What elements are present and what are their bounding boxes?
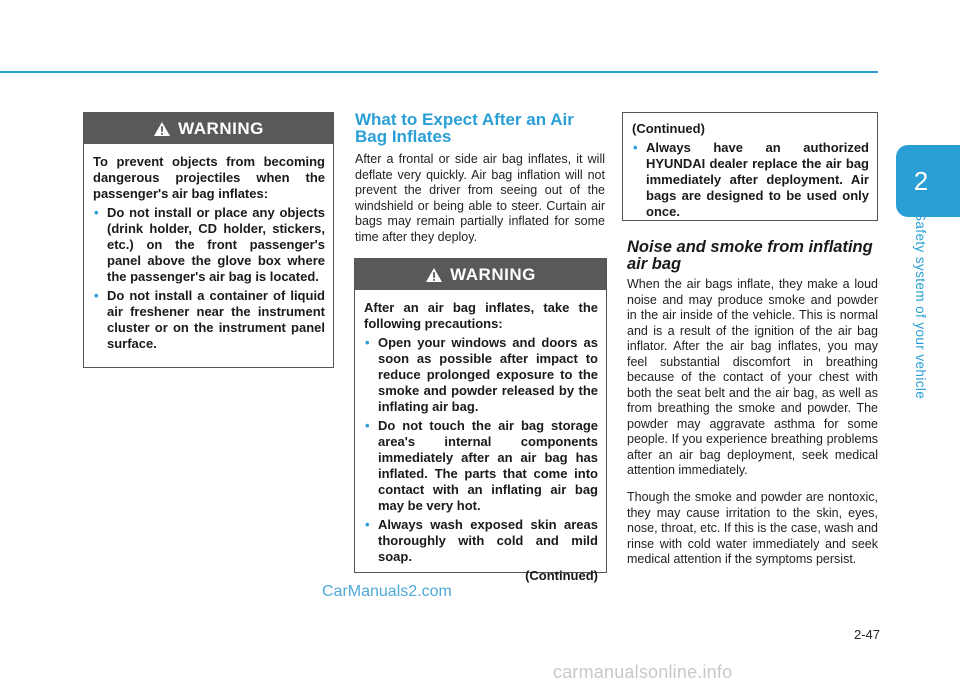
bullet-icon: • (94, 288, 99, 303)
section-paragraph-smoke-1: When the air bags inflate, they make a loud noise and may produce smoke and powder in the air inside of the vehicle. This is normal and is a result of the ignition of the air bag inflator. After the air bag inflates, you may feel substantial discomfort in breathing because of the contact of your chest with both the seat belt and the air bag, as well as from breathing the smoke and powder. The powder may aggravate asthma for some people. If you experience breathing problems after an air bag deployment, seek medical attention immediately. (627, 277, 878, 477)
warning-bullet: • Always have an authorized HYUNDAI dealer replace the air bag immediately after deployment. Air bags are designed to be used only once. (633, 140, 869, 219)
section-heading-expect: What to Expect After an Air Bag Inflates (355, 110, 574, 146)
bullet-icon: • (94, 205, 99, 220)
continued-label: (Continued) (632, 121, 705, 136)
warning-title: WARNING (450, 264, 536, 284)
chapter-tab (896, 145, 960, 217)
warning-bullet: • Do not install a container of liquid air freshener near the instrument cluster or on the instrument panel surface. (94, 288, 325, 351)
chapter-title: Safety system of your vehicle (913, 212, 928, 400)
warning-title: WARNING (178, 118, 264, 138)
warning-box-objects (83, 112, 334, 368)
watermark-link[interactable]: CarManuals2.com (322, 583, 452, 600)
chapter-number: 2 (913, 165, 929, 196)
warning-header (84, 113, 333, 144)
bullet-icon: • (365, 335, 370, 350)
warning-box-precautions (354, 258, 607, 583)
warning-triangle-icon (425, 267, 443, 283)
section-paragraph-expect: After a frontal or side air bag inflates, it will deflate very quickly. Air bag inflation will not prevent the driver from seeing out of the windshield or being able to steer. Curtain air bags may remain partially inflated for some time after they deploy. (355, 152, 605, 244)
bullet-icon: • (365, 418, 370, 433)
warning-triangle-icon (153, 121, 171, 137)
bullet-icon: • (633, 140, 638, 155)
warning-bullet: • Open your windows and doors as soon as possible after impact to reduce prolonged exposure to the smoke and powder released by the inflating air bag. (365, 335, 598, 414)
watermark-site: carmanualsonline.info (553, 662, 733, 682)
warning-box-continued (622, 112, 878, 221)
section-paragraph-smoke-2: Though the smoke and powder are nontoxic, they may cause irritation to the skin, eyes, nose, throat, etc. If this is the case, wash and rinse with cold water immediately and seek medical attention if the symptoms persist. (627, 490, 878, 566)
warning-bullet: • Do not install or place any objects (drink holder, CD holder, stickers, etc.) on the front passenger's panel above the glove box where the passenger's air bag is located. (94, 205, 325, 284)
warning-intro: After an air bag inflates, take the following precautions: (364, 300, 598, 331)
page-number: 2-47 (853, 627, 880, 642)
warning-header (355, 259, 606, 290)
warning-bullet: • Always wash exposed skin areas thoroughly with cold and mild soap. (365, 517, 598, 564)
section-heading-smoke: Noise and smoke from inflating air bag (627, 238, 873, 273)
bullet-icon: • (365, 517, 370, 532)
warning-intro: To prevent objects from becoming dangerous projectiles when the passenger's air bag inflates: (93, 154, 325, 201)
header-rule (0, 71, 878, 73)
warning-bullet: • Do not touch the air bag storage area's internal components immediately after an air bag has inflated. The parts that come into contact with an inflating air bag may be very hot. (365, 418, 598, 513)
continued-label: (Continued) (525, 568, 598, 583)
